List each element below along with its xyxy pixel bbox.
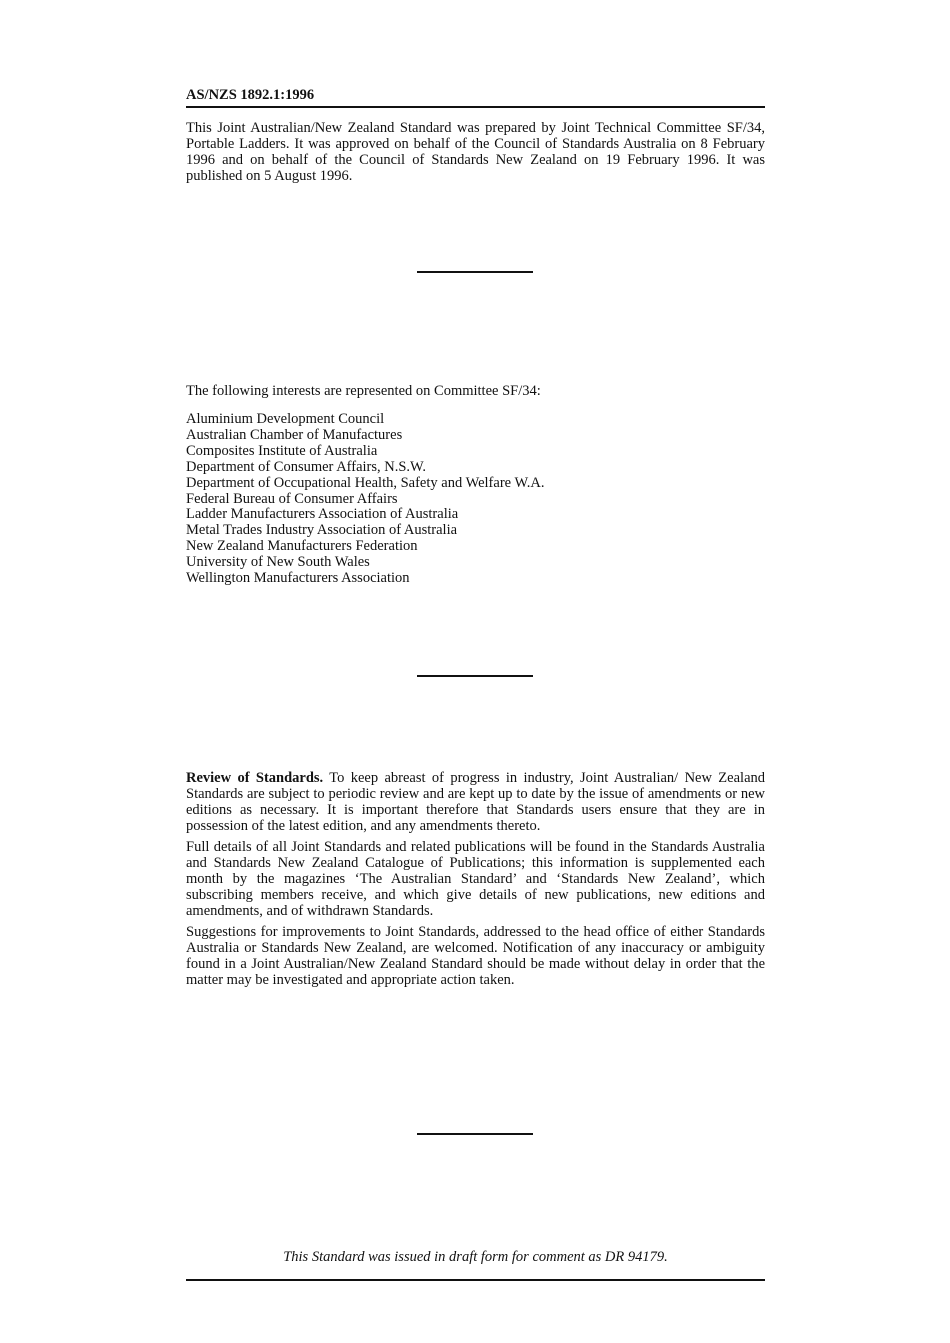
list-item: Ladder Manufacturers Association of Australia (186, 506, 459, 523)
footer-rule (186, 1279, 765, 1281)
section-divider (417, 675, 533, 677)
list-item: Composites Institute of Australia (186, 442, 378, 459)
review-paragraph-2: Full details of all Joint Standards and related publications will be found in the Standards Australia and Standards New Zealand Catalogue of Publications; this information is supplemented each month by the magazines ‘The Australian Standard’ and ‘Standards New Zealand’, which subscribing members receive, and which give details of new publications, new editions and amendments, and of withdrawn Standards. (186, 839, 765, 919)
committee-interests-intro: The following interests are represented on Committee SF/34: (186, 383, 541, 399)
list-item: Metal Trades Industry Association of Australia (186, 522, 458, 539)
review-paragraph-1 (186, 770, 765, 834)
preparation-paragraph: This Joint Australian/New Zealand Standard was prepared by Joint Technical Committee SF/34, Portable Ladders. It was approved on behalf of the Council of Standards Australia on 8 February 1996 and on behalf of the Council of Standards New Zealand on 19 February 1996. It was published on 5 August 1996. (186, 120, 765, 184)
review-paragraph-3: Suggestions for improvements to Joint Standards, addressed to the head office of either Standards Australia or Standards New Zealand, are welcomed. Notification of any inaccuracy or ambiguity found in a Joint Australian/New Zealand Standard should be made without delay in order that the matter may be investigated and appropriate action taken. (186, 924, 765, 988)
standard-number-header: AS/NZS 1892.1:1996 (186, 86, 765, 108)
list-item: Aluminium Development Council (186, 411, 385, 427)
list-item: University of New South Wales (186, 554, 370, 571)
list-item: Department of Consumer Affairs, N.S.W. (186, 458, 427, 475)
committee-organization-list (186, 412, 765, 587)
list-item: Australian Chamber of Manufactures (186, 426, 403, 443)
list-item: Department of Occupational Health, Safety and Welfare W.A. (186, 474, 545, 491)
draft-note: This Standard was issued in draft form for comment as DR 94179. (283, 1249, 668, 1265)
section-divider (417, 1133, 533, 1135)
section-divider (417, 271, 533, 273)
document-page (186, 0, 765, 1343)
review-heading: Review of Standards. (186, 770, 324, 786)
review-paragraph-1-text: To keep abreast of progress in industry, Joint Australian/ New Zealand Standards are subject to periodic review and are kept up to date by the issue of amendments or new editions as necessary. It is important therefore that Standards users ensure that they are in possession of the latest edition, and any amendments thereto. (186, 770, 766, 834)
review-of-standards-section (186, 770, 765, 993)
list-item: Wellington Manufacturers Association (186, 570, 410, 587)
list-item: New Zealand Manufacturers Federation (186, 538, 418, 555)
list-item: Federal Bureau of Consumer Affairs (186, 490, 398, 507)
